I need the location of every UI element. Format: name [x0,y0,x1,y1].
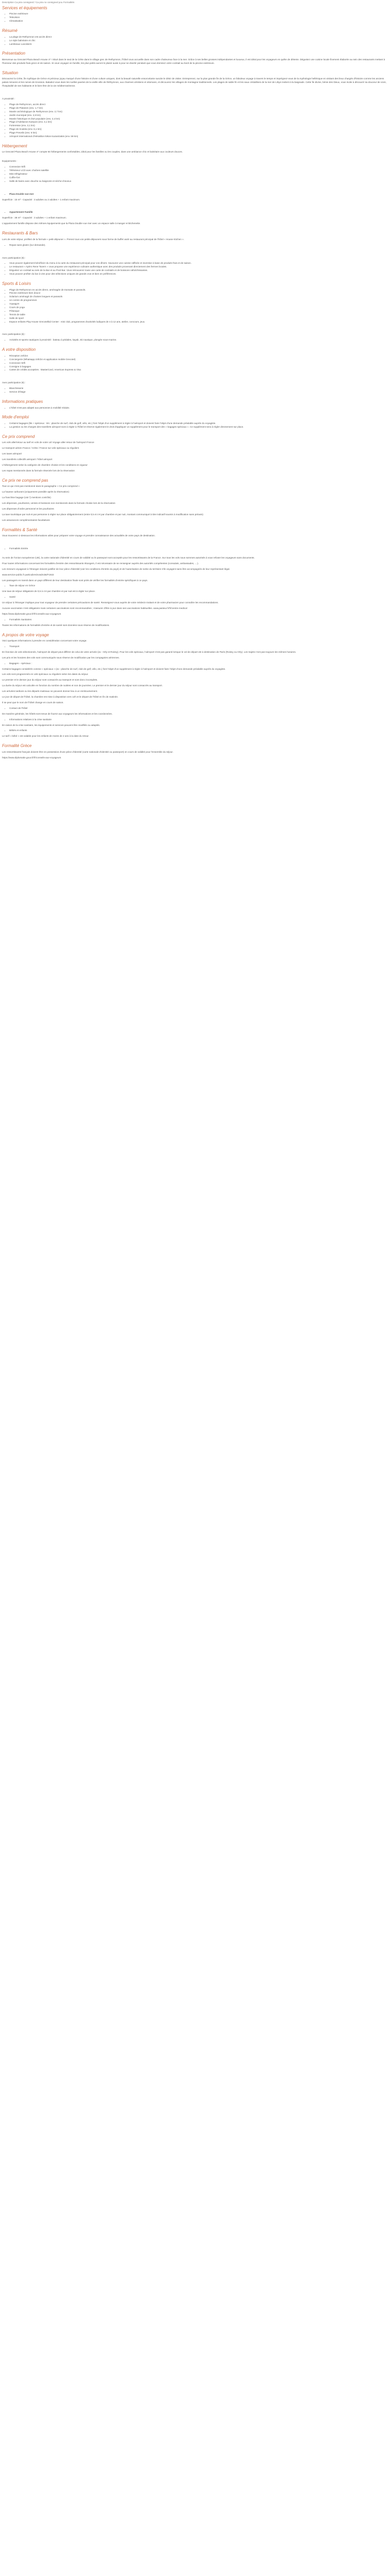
list-item: • La plage de Rethymnon est accès direct [9,36,389,39]
apropos-heading: A propos de votre voyage [2,632,49,637]
room2-desc: Superficie : 38 m² - Capacité : 3 adultes + 1 enfant maximum. [2,216,67,219]
list-item: • Mini-réfrigérateur [9,173,389,176]
formalites-text: Pour toutes informations concernant les formalités d'entrée des ressortissants étrangers, il est nécessaire de se renseigner auprès des autorités compétentes (consulats, ambassades, …). [2,562,199,565]
sports-heading: Sports & Loisirs [2,281,31,286]
formalites-sante-list [2,596,389,599]
services-list [2,12,389,23]
apropos-text: Il se peut que le nom de l'hôtel change en cours de saison. [2,701,64,704]
formalites-text: Aucune vaccination n'est obligatoire mais certaines vaccinations sont recommandées ; s'assurer d'être à jour dans ses vaccinations habituelles. www.pasteur.fr/fr/centre-medical [2,606,187,609]
list-item: • L'hôtel n'est pas adapté aux personnes à mobilité réduite. [9,406,389,410]
restaurants-heading: Restaurants & Bars [2,231,38,236]
list-item: • Conciergerie (Whatsapp 24h/24 et application mobile Grecotel) [9,358,389,362]
prix-ne-comprend-text: Tout ce qui n'est pas mentionné dans le paragraphe « Ce prix comprend » [2,485,80,488]
mode-list [2,422,389,429]
equipements-label: Equipements : [2,160,18,163]
proximite-list [2,103,389,139]
list-item: • Aéroport international d'Héraklion Nikos Kazantzakis (env. 59 km) [9,135,389,139]
sports-avec-label: Avec participation (€) : [2,333,26,336]
prix-comprend-text: Le transport aérien France / Crète / France sur vols spéciaux ou réguliers [2,447,79,450]
list-item: • Espace enfants Play House Grecotelkid Center : mini club, programmes d'activités ludiques de 4 à 12 ans, atelier, concours, jeux. [9,320,389,324]
formalites-sanitaires-list [2,618,389,622]
prix-ne-comprend-text: Les dépenses d'ordre personnel et les pourboires [2,507,54,510]
list-item: • Connexion Wifi [9,362,389,365]
list-item: • La gestion ou les charges des transferts aéroport sont à régler à l'hôtel et réserve également le droit d'appliquer un supplément pour le transport des « bagages spéciaux ». Ce supplément sera à régler directement sur place. [9,426,389,429]
apropos-text: De manière générale, les hôtels sont tenus de fournir aux voyageurs les informations et les coordonnées. [2,712,112,715]
list-item: • Pétanque [9,310,389,313]
sports-paid-list [2,338,389,342]
list-item: • Salle de bains avec douche ou baignoire et sèche-cheveux [9,180,389,183]
presentation-text: Bienvenue au Grecotel Plaza Beach House 4* ! Situé dans le seul de la Crète dans le village grec de Rethymnon, l'hôtel vous accueille dans son cadre chaleureux face à la mer. Grâce à ses belles grosses indépendantes et luxueux, il est idéal pour les voyageurs en quête de détente. Dégustez une cuisine locale finement élaborée au sein des restaurants mettant à l'honneur des produits frais grecs et de saison. Si vous voyagez en famille, les plus petits auront le plaisir aussi à pour se divertir pendant que vous dominez votre cocktail au bord de la piscine extérieure. [2,58,385,64]
prix-ne-comprend-text: La franchise bagage (voir § mentions contrôle) [2,496,51,499]
formalite-grece-heading: Formalité Grèce [2,743,32,749]
situation-heading: Situation [2,70,19,75]
hebergement-text: Le Grecotel Plaza Beach House 4* compte 84 hébergements confortables, idéal pour les familles ou les couples, dans une ambiance chic et balnéaire aux couleurs douces. [2,150,183,154]
list-item: • Coffre-fort [9,176,389,180]
apropos-contact-list [2,707,389,710]
list-item: • Piscine extérieure [9,12,389,16]
formalites-text: Vous trouverez ci-dessous les informations utiles pour préparer votre voyage et prendre connaissance des actualités de votre pays de destination. [2,534,155,537]
room2-note: L'appartement famille dispose des mêmes équipements que la Plaza Double vue mer avec un espace salle à manger et kitchenette. [2,222,141,225]
disposition-paid-list [2,387,389,394]
apropos-text: Les prix et les horaires des vols sont communiqués sous réserve de modification par les compagnies aériennes. [2,656,120,659]
list-item: • Informations relatives à la crise sanitaire [9,718,389,722]
list-item: • Consigne à bagages [9,365,389,369]
list-item: • Aquagym [9,302,389,306]
resume-heading: Résumé [2,28,18,33]
list-item: • Blanchisserie [9,387,389,391]
prix-comprend-text: Les vols aller/retour au tarif en vols de votre vol Voyage aller-retour de l'aéroport France [2,441,94,444]
apropos-crise-list [2,718,389,722]
presentation-heading: Présentation [2,51,25,56]
formalite-grece-link[interactable]: https://www.diplomatie.gouv.fr/fr/conseils-aux-voyageurs [2,756,61,759]
room1-desc: Superficie : 15 m² - Capacité : 3 adultes ou 2 adultes + 1 enfant maximum. [2,198,80,201]
restaurants-paid-list [2,262,389,276]
apropos-text: Le jour de départ de l'hôtel, la chambre est mise à disposition vers 12h et le départ de l'hôtel en fin de matinée. [2,696,119,699]
list-item: • Dégustez un cocktail au sein de la Bar et au Pool Bar. Vous retrouverez toute une carte de cocktails et de boissons rafraîchissantes. [9,269,389,273]
formalites-text: Au sein de l'Union européenne (UE), la carte nationale d'identité en cours de validité ou le passeport sont acceptés pour les ressortissants de la France. Sur tous les vols nous sommes autorisés à vous refuser les voyageurs sans documents. [2,556,255,559]
disposition-avec-label: Avec participation (€) : [2,381,26,384]
list-item: • Transport [9,645,389,649]
formalites-taxe-list [2,584,389,588]
list-item: • Plage de Rethymnon en accès direct, aménagée de transats et parasols. [9,289,389,292]
infos-heading: Informations pratiques [2,399,43,404]
list-item: • Solarium aménagé de chaises longues et parasols [9,295,389,299]
mode-heading: Mode d'emploi [2,415,29,420]
room1-name: • Plaza Double vue mer [9,193,389,196]
disposition-list [2,354,389,372]
apropos-text: Le tarif « bébé » est valable pour les enfants de moins de 2 ans à la date du retour. [2,735,89,738]
room2-name: • Appartement Famille [9,211,389,214]
list-item: • Forteresse (env. 3,1 km) [9,124,389,128]
list-item: • Cours de yoga [9,306,389,310]
apropos-text: La durée du séjour est calculée en fonction du nombre de nuitées et non de journées. Le premier et le dernier jour du séjour sont consacrés au transport. [2,684,163,687]
list-item: • Climatisation [9,20,389,23]
formalites-text: Les passagers en transit dans un pays différent de leur destination finale sont priés de vérifier les formalités d'entrée spécifiques à ce pays. [2,579,148,582]
list-item: • Piscine extérieure bien douce [9,292,389,295]
list-item: • Tennis de table [9,313,389,317]
list-item: • Musée archéologique de Rethymnon (env. 2,7 km) [9,110,389,114]
apropos-text: Le premier et le dernier jour du séjour sont consacrés au transport et sont donc incomplets. [2,679,98,682]
list-item: • Repas sans gluten (sur demande). [9,244,389,247]
proximite-label: A proximité : [2,97,15,100]
disposition-heading: A votre disposition [2,347,36,352]
apropos-text: Les vols sont programmés en vols spéciaux ou réguliers selon les dates du séjour. [2,673,89,676]
list-item: • Plage de Scaleta (env. 6,1 km) [9,128,389,131]
formalites-link[interactable]: https://www.diplomatie.gouv.fr/fr/conseils-aux-voyageurs [2,612,61,615]
restaurants-list [2,244,389,247]
list-item: • Plage d'Adelianos Kampos (env. 3,1 km) [9,121,389,124]
list-item: • Téléviseur LCD avec chaînes satellite [9,169,389,173]
formalites-text: Un séjour à l'étranger implique pour tout voyageur de prendre certaines précautions de santé. Renseignez-vous auprès de votre médecin traitant et de votre pharmacien pour connaître les recommandations. [2,601,219,604]
services-heading: Services et équipements [2,5,47,10]
apropos-text: Voici quelques informations à prendre en considération concernant votre voyage. [2,639,87,642]
room2-list [2,211,389,214]
apropos-text: Les arrivées tardives ou les départs matinaux ne peuvent donner lieu à un remboursement. [2,690,98,693]
list-item: • Le style balnéaire et chic [9,39,389,43]
hebergement-heading: Hébergement [2,143,27,148]
list-item: • Jardin municipal (env. 2,6 km) [9,114,389,117]
list-item: • Plage de Platanes (env. 1,7 km) [9,107,389,110]
list-item: • Formalités Entrée [9,547,389,551]
formalites-text: Une taxe de séjour obligatoire de 0,5 à 4 € par chambre et par nuit est à régler sur place. [2,590,95,593]
list-item: • Lambeaux Lavoisiers [9,43,389,46]
list-item: • Le restaurant « Apéro Rene Tavern » vous propose une expérience culinaire authentique avec des produits provenant directement des fermes locales. [9,265,389,269]
prix-ne-comprend-text: Les assurances complémentaires facultatives [2,518,50,521]
prix-comprend-text: L'hébergement selon la catégorie de chambre choisie et les conditions en vigueur [2,463,88,466]
list-item: • Cartes de crédits acceptées : MasterCard, American Express & Visa [9,368,389,372]
restaurants-avec-label: Avec participation (€) : [2,256,26,259]
list-item: • Vous pouvez profiter du bar à vins pour des sélections uniques de grands crus et bien en préférences. [9,273,389,276]
prix-comprend-heading: Ce prix comprend [2,434,35,439]
equipements-list [2,165,389,183]
list-item: • Salle de sport [9,317,389,320]
list-item: • Taxe de séjour en Grèce [9,584,389,588]
apropos-transport-list [2,645,389,649]
formalites-text: Les mineurs voyageant à l'étranger doivent justifier de leur pièce d'identité (voir les conditions d'entrée du pays) et de l'autorisation de sortie du territoire s'ils voyagent sans être accompagnés de leur représentant légal. [2,567,230,570]
formalite-grece-text: Les ressortissants français doivent être en possession d'une pièce d'identité (carte nationale d'identité ou passeport) en cours de validité pour l'ensemble du séjour. [2,750,173,753]
list-item: • Certains bagages (lits + spécieux : tirs : planche de surf, club de golf, vélo, etc.) font l'objet d'un supplément à régler à l'aéroport et doivent faire l'objet d'une demande préalable auprès du voyagiste. [9,422,389,426]
list-item: • Plage Prevelis (env. 6 km) [9,131,389,135]
list-item: • Connexion Wifi [9,165,389,169]
room1-list [2,193,389,196]
restaurants-text: Lors de votre séjour, profitez de la formule « petit-déjeuner ». Prenez tous vos petits-déjeuners sous forme de buffet varié au restaurant principal de l'hôtel « House Kitchen ». [2,238,184,241]
list-item: • Bagages – spéciaux : [9,662,389,666]
list-item: • Musée historique et d'art populaire (env. 2,4 km) [9,117,389,121]
infos-list [2,406,389,410]
prix-ne-comprend-text: La hausse carburant (uniquement possible après la réservation) [2,490,69,494]
prix-comprend-text: Les repas mentionnés dans la formule réservée lors de la réservation [2,469,75,472]
list-item: • Bébés et enfants [9,729,389,733]
list-item: • Television [9,16,389,20]
list-item: • Formalités Sanitaires [9,618,389,622]
list-item: • Service d'étage [9,391,389,394]
prix-comprend-text: Les taxes aéroport [2,452,22,455]
situation-text: Découvrez la Crète, île mythique de Grèce et précieux joyau marqué d'une histoire et d'une culture uniques, dont la beauté naturelle ensorcelante suscite le désir de visiter. Entreprenez, sur la plus grande île de la Grèce, un fabuleux voyage à travers le temps et imprégnez-vous de la mythologie hellénique en visitant des lieux chargés d'histoire comme les anciens palais minoens et les ruines de Knossos. Baladez-vous dans les ruelles pavées de la vieille ville de Réthymnon, aux charmes vénitiens et ottomans, et découvrez les villages de montagne traditionnels. Les plages de sable fin et les eaux cristallines de la mer de Libye invitent à la baignade. Cette île divine, bénie des Dieux, vous invite à découvrir sa douceur de vivre, l'hospitalité de ses habitants et le bien-être de la vie méditerranéenne. [2,77,387,88]
formalites-entree-list [2,547,389,551]
list-item: • Plage de Rethymnon, accès direct [9,103,389,107]
formalites-heading: Formalités & Santé [2,527,38,532]
prix-ne-comprend-heading: Ce prix ne comprend pas [2,478,48,483]
apropos-bagages-list [2,662,389,666]
apropos-text: En raison de la crise sanitaire, les équipements et services peuvent être modifiés ou adaptés. [2,723,100,726]
prix-comprend-text: Les transferts collectifs aéroport / hôtel aéroport [2,458,53,461]
resume-list [2,36,389,46]
prix-ne-comprend-text: Les dépenses, pourboires, ventes et boissons non mentionnés dans la formule choisie lors de la réservation [2,502,116,505]
sports-list [2,289,389,324]
lead-text: Description Ca pira consigned / Ca pira no consigned pou Formalités [2,1,75,4]
apropos-text: En fonction de vols sélectionnés, l'aéroport de départ peut différer de celui de votre arrivée (ex : Orly et Roissy). Pour les vols spéciaux, l'aéroport n'est pas garanti lorsque le vol de départ est à destination de Paris (Roissy ou Orly). Les trajets n'ont pas toujours les mêmes horaires. [2,650,297,653]
list-item: • Un centre de programmes [9,299,389,302]
list-item: • Activités et sports nautiques à proximité : bateau à pédales, kayak, ski nautique, plongée sous-marine. [9,338,389,342]
formalites-link[interactable]: www.service-public.fr particuliers/vosdroits/F1922 [2,573,54,576]
list-item: • Contact de l'hôtel [9,707,389,710]
prix-ne-comprend-text: La taxe touristique par nuit et par personne à régler sur place obligatoirement (entre 0,5 et 4 € par chambre et par nuit, montant communiqué à titre indicatif soumis à modification sans préavis) [2,513,203,516]
list-item: • Réception 24h/24 [9,354,389,358]
apropos-text: Certains bagages considérés comme « spéciaux » (ex : planche de surf, club de golf, vélo, etc.) font l'objet d'un supplément à régler à l'aéroport et doivent faire l'objet d'une demande préalable auprès du voyagiste. [2,667,226,670]
list-item: • Santé [9,596,389,599]
page [0,0,391,760]
list-item: • Vous pouvez également bénéficier du menu à la carte du restaurant principal pour vos dîners. Savourez une cuisine raffinée et inventive à base de produits frais et de saison. [9,262,389,265]
apropos-bebes-list [2,729,389,733]
formalites-text: Toutes les informations de formalités d'entrée et de santé sont données sous réserve de modifications. [2,623,110,626]
